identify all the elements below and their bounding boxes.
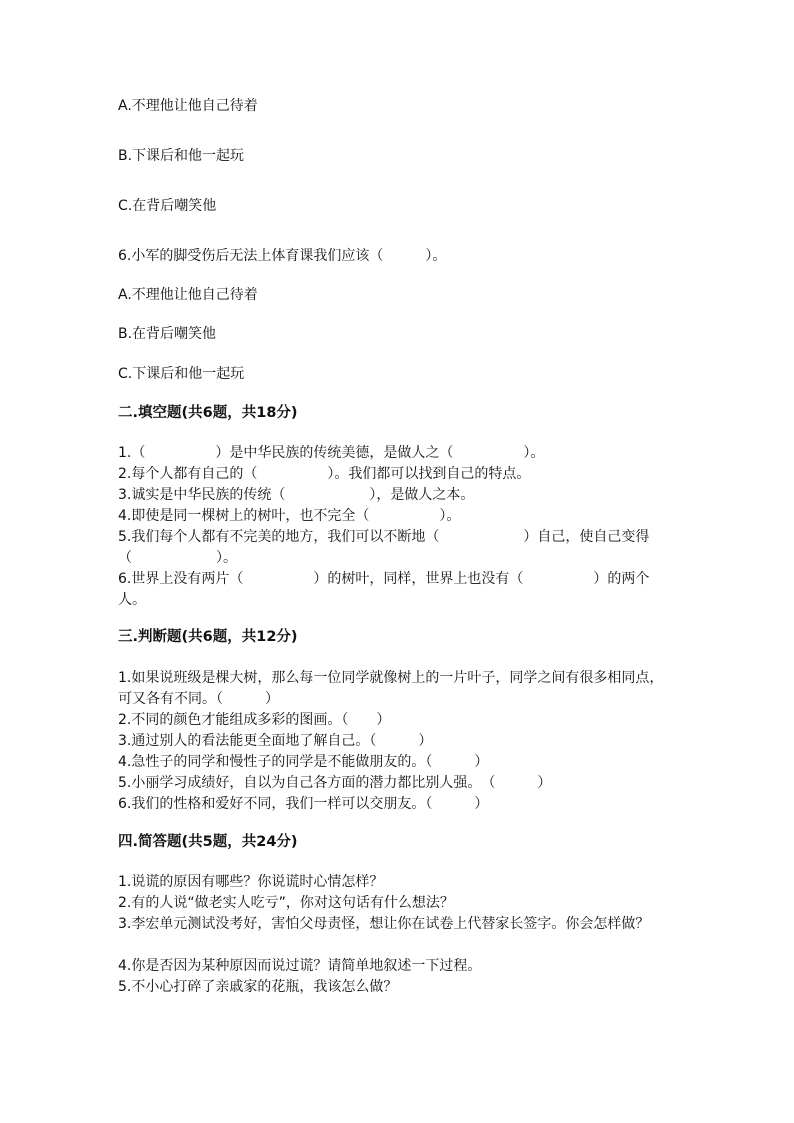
section2-title: 二.填空题(共6题，共18分) bbox=[118, 405, 298, 421]
q6-stem: 6.小军的脚受伤后无法上体育课我们应该（ ）。 bbox=[118, 248, 447, 264]
section4-item-4: 4.你是否因为某种原因而说过谎？请简单地叙述一下过程。 bbox=[118, 958, 482, 974]
section2-item-4: 4.即使是同一棵树上的树叶，也不完全（ ）。 bbox=[118, 508, 461, 524]
section2-item-2: 2.每个人都有自己的（ ）。我们都可以找到自己的特点。 bbox=[118, 466, 531, 482]
q6-option-c: C.下课后和他一起玩 bbox=[118, 366, 245, 382]
section3-item-1: 1.如果说班级是棵大树，那么每一位同学就像树上的一片叶子，同学之间有很多相同点，可又各有不同。（ ） bbox=[118, 670, 664, 707]
section3-item-3: 3.通过别人的看法能更全面地了解自己。（ ） bbox=[118, 733, 433, 749]
section4-item-5: 5.不小心打碎了亲戚家的花瓶，我该怎么做？ bbox=[118, 979, 398, 995]
q6-option-a: A.不理他让他自己待着 bbox=[118, 287, 258, 303]
section3-item-5: 5.小丽学习成绩好，自以为自己各方面的潜力都比别人强。 （ ） bbox=[118, 775, 552, 791]
section4-item-2: 2.有的人说“做老实人吃亏”，你对这句话有什么想法？ bbox=[118, 895, 454, 911]
section3-item-4: 4.急性子的同学和慢性子的同学是不能做朋友的。（ ） bbox=[118, 754, 489, 770]
q5-option-c: C.在背后嘲笑他 bbox=[118, 198, 217, 214]
section3-item-6: 6.我们的性格和爱好不同，我们一样可以交朋友。（ ） bbox=[118, 796, 489, 812]
section3-title: 三.判断题(共6题，共12分) bbox=[118, 629, 298, 645]
section2-item-3: 3.诚实是中华民族的传统（ ），是做人之本。 bbox=[118, 487, 475, 503]
section4-item-3: 3.李宏单元测试没考好，害怕父母责怪，想让你在试卷上代替家长签字。你会怎样做？ bbox=[118, 916, 650, 932]
q6-option-b: B.在背后嘲笑他 bbox=[118, 326, 217, 342]
q5-option-b: B.下课后和他一起玩 bbox=[118, 148, 245, 164]
section4-title: 四.简答题(共5题，共24分) bbox=[118, 834, 298, 850]
section4-item-1: 1.说谎的原因有哪些？你说谎时心情怎样？ bbox=[118, 874, 384, 890]
section2-item-1: 1.（ ）是中华民族的传统美德，是做人之（ ）。 bbox=[118, 445, 545, 461]
q5-option-a: A.不理他让他自己待着 bbox=[118, 98, 258, 114]
section2-item-6: 6.世界上没有两片（ ）的树叶，同样，世界上也没有（ ）的两个人。 bbox=[118, 571, 650, 608]
section2-item-5: 5.我们每个人都有不完美的地方，我们可以不断地（ ）自己，使自己变得（ ）。 bbox=[118, 529, 650, 566]
section3-item-2: 2.不同的颜色才能组成多彩的图画。（ ） bbox=[118, 712, 391, 728]
